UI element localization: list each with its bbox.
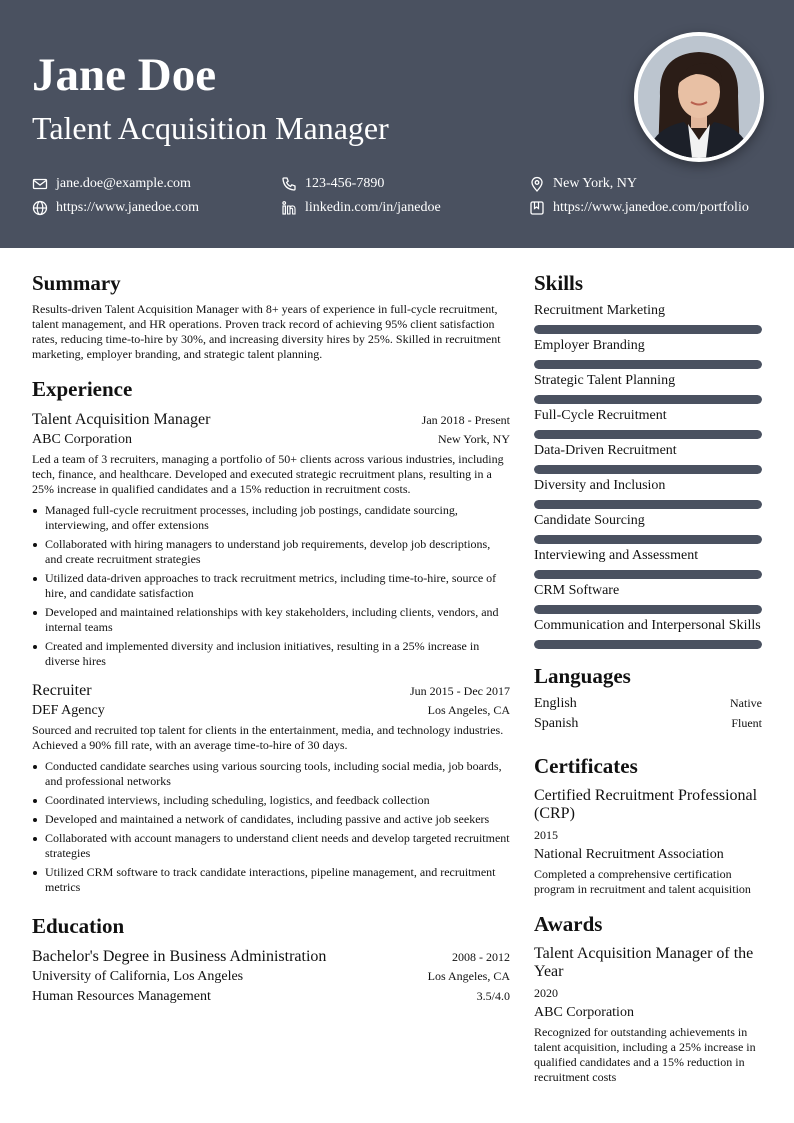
school: University of California, Los Angeles (32, 969, 244, 984)
header-banner (0, 0, 794, 248)
job-bullets (32, 503, 510, 669)
language-name: Spanish (534, 716, 579, 731)
list-item: Developed and maintained relationships with key stakeholders, including clients, vendors, and internal teams (45, 605, 510, 635)
language-row (534, 715, 762, 733)
education-heading: Education (32, 914, 125, 938)
experience-heading: Experience (32, 377, 133, 401)
location-icon (529, 176, 545, 192)
job-description: Sourced and recruited top talent for clients in the entertainment, media, and technology industries. Achieved a 90% fill rate, with an average time-to-hire of 30 days. (32, 723, 504, 752)
languages-list (534, 695, 762, 733)
skill-name: Communication and Interpersonal Skills (534, 618, 761, 633)
skill-name: Candidate Sourcing (534, 513, 645, 528)
skill-bar (534, 430, 762, 439)
skill-bar-fill (534, 360, 762, 369)
job-entry (32, 681, 510, 895)
skill-bar-fill (534, 465, 762, 474)
job-location: New York, NY (437, 432, 510, 446)
mail-icon (32, 176, 48, 192)
candidate-name: Jane Doe (32, 49, 217, 101)
contact-email[interactable] (32, 175, 191, 193)
skill-name: Data-Driven Recruitment (534, 443, 677, 458)
skill-bar (534, 570, 762, 579)
list-item: Coordinated interviews, including scheduling, logistics, and feedback collection (45, 793, 510, 808)
contact-linkedin-text: linkedin.com/in/janedoe (305, 200, 441, 215)
skill-name: Recruitment Marketing (534, 303, 666, 318)
award-entry (534, 945, 762, 1085)
certificate-year: 2015 (534, 828, 558, 842)
contact-linkedin[interactable] (281, 199, 441, 217)
languages-heading: Languages (534, 664, 631, 688)
contact-website-text: https://www.janedoe.com (56, 200, 199, 215)
skill-bar (534, 360, 762, 369)
awards-heading: Awards (534, 912, 603, 936)
certificate-issuer: National Recruitment Association (534, 847, 724, 862)
skill-bar-fill (534, 430, 762, 439)
globe-icon (32, 200, 48, 216)
skill-bar-fill (534, 500, 762, 509)
skill-bar (534, 395, 762, 404)
list-item: Developed and maintained a network of candidates, including passive and active job seekers (45, 812, 510, 827)
contact-location-text: New York, NY (553, 176, 638, 191)
job-dates: Jan 2018 - Present (421, 413, 510, 427)
education-entry (32, 947, 510, 1006)
skill-name: Strategic Talent Planning (534, 373, 676, 388)
skill-name: Interviewing and Assessment (534, 548, 699, 563)
award-name: Talent Acquisition Manager of the Year (534, 945, 754, 980)
skill-bar-fill (534, 535, 762, 544)
list-item: Collaborated with hiring managers to understand job requirements, develop job descriptions, and create recruitment strategies (45, 537, 510, 567)
certificate-name: Certified Recruitment Professional (CRP) (534, 787, 758, 822)
field-of-study: Human Resources Management (32, 989, 211, 1004)
gpa: 3.5/4.0 (476, 989, 510, 1003)
contact-email-text: jane.doe@example.com (56, 176, 191, 191)
skill-name: Diversity and Inclusion (534, 478, 666, 493)
contact-website[interactable] (32, 199, 199, 217)
list-item: Managed full-cycle recruitment processes, including job postings, candidate sourcing, interviewing, and offer extensions (45, 503, 510, 533)
contact-location (529, 175, 637, 193)
skill-name: Employer Branding (534, 338, 645, 353)
avatar (634, 32, 764, 162)
job-title: Talent Acquisition Manager (32, 411, 211, 428)
job-company: DEF Agency (32, 703, 105, 718)
skill-bar-fill (534, 395, 762, 404)
skill-name: CRM Software (534, 583, 620, 598)
language-level: Native (730, 696, 762, 710)
list-item: Utilized data-driven approaches to track recruitment metrics, including time-to-hire, source of hire, and candidate satisfaction (45, 571, 510, 601)
contact-portfolio-text: https://www.janedoe.com/portfolio (553, 200, 749, 215)
skills-heading: Skills (534, 271, 584, 295)
skill-bar (534, 640, 762, 649)
school-location: Los Angeles, CA (427, 969, 510, 983)
contact-portfolio[interactable] (529, 199, 749, 217)
left-column (32, 270, 510, 1006)
linkedin-icon (281, 200, 297, 216)
education-dates: 2008 - 2012 (452, 950, 510, 964)
job-location: Los Angeles, CA (427, 703, 510, 717)
job-title: Recruiter (32, 682, 92, 699)
job-company: ABC Corporation (32, 432, 132, 447)
job-description: Led a team of 3 recruiters, managing a portfolio of 50+ clients across various industries, including tech, finance, and healthcare. Developed and executed strategic recruitment plans, resulting in a 25% increase in qualified candidates and a 15% reduction in recruitment costs. (32, 452, 504, 496)
language-name: English (534, 696, 577, 711)
language-row (534, 695, 762, 713)
skill-bar (534, 325, 762, 334)
contact-phone-text: 123-456-7890 (305, 176, 385, 191)
skill-name: Full-Cycle Recruitment (534, 408, 667, 423)
list-item: Conducted candidate searches using various sourcing tools, including social media, job boards, and professional networks (45, 759, 510, 789)
skill-bar-fill (534, 325, 762, 334)
skill-bar-fill (534, 570, 762, 579)
certificates-heading: Certificates (534, 754, 638, 778)
list-item: Utilized CRM software to track candidate interactions, pipeline management, and recruitment metrics (45, 865, 510, 895)
candidate-title: Talent Acquisition Manager (32, 110, 389, 146)
skill-bar-fill (534, 605, 762, 614)
job-dates: Jun 2015 - Dec 2017 (410, 684, 510, 698)
list-item: Collaborated with account managers to understand client needs and develop targeted recruitment strategies (45, 831, 510, 860)
avatar-image (638, 36, 760, 158)
skill-bar (534, 500, 762, 509)
skills-list (534, 302, 762, 649)
job-bullets (32, 759, 510, 895)
language-level: Fluent (731, 716, 762, 730)
skill-bar (534, 465, 762, 474)
skill-bar (534, 535, 762, 544)
right-column (534, 270, 762, 1085)
degree: Bachelor's Degree in Business Administration (32, 948, 327, 965)
skill-bar (534, 605, 762, 614)
certificate-description: Completed a comprehensive certification program in recruitment and talent acquisition (534, 867, 751, 896)
award-issuer: ABC Corporation (534, 1005, 634, 1020)
skill-bar-fill (534, 640, 762, 649)
contact-phone[interactable] (281, 175, 384, 193)
summary-text: Results-driven Talent Acquisition Manager with 8+ years of experience in full-cycle recruitment, talent management, and HR operations. Proven track record of achieving 95% client satisfaction rates, reducing time-to-hire by 30%, and increasing diversity hires by 25%. Skilled in recruitment marketing, employer branding, and strategic talent planning. (32, 302, 501, 361)
list-item: Created and implemented diversity and inclusion initiatives, resulting in a 25% increase in diverse hires (45, 639, 510, 669)
award-description: Recognized for outstanding achievements in talent acquisition, including a 25% increase in qualified candidates and a 15% reduction in recruitment costs (534, 1025, 756, 1084)
award-year: 2020 (534, 986, 558, 1000)
portfolio-icon (529, 200, 545, 216)
phone-icon (281, 176, 297, 192)
certificate-entry (534, 787, 762, 897)
job-entry (32, 410, 510, 669)
summary-heading: Summary (32, 271, 121, 295)
